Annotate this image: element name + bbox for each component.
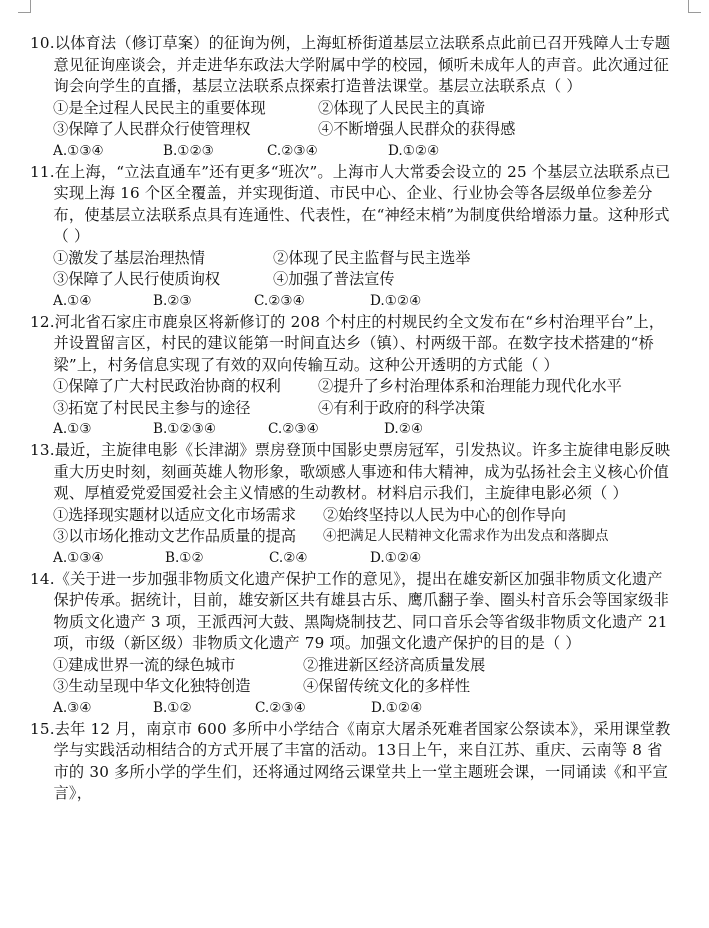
statement: ②推进新区经济高质量发展 (303, 655, 486, 674)
statement: ③生动呈现中华文化独特创造 (53, 677, 251, 695)
statement: ④有利于政府的科学决策 (318, 398, 486, 417)
choice-c: C.②④ (269, 549, 308, 566)
statement-row (53, 505, 674, 527)
statement: ④加强了普法宣传 (273, 270, 395, 288)
statement-row (53, 98, 674, 120)
question-11 (30, 162, 674, 312)
crop-mark-top-left (18, 0, 31, 13)
question-15 (30, 719, 674, 805)
choice-d: D.①②④ (370, 549, 422, 566)
exam-page (30, 33, 674, 805)
answer-choices (30, 698, 674, 719)
answer-choices (30, 419, 674, 440)
statement: ③保障了人民群众行使管理权 (53, 120, 251, 138)
question-13 (30, 440, 674, 569)
question-stem: 15.去年 12 月，南京市 600 多所中小学结合《南京大屠杀死难者国家公祭读本》，采用课堂教学与实践活动相结合的方式开展了丰富的活动。13日上午，来自江苏、重庆、云南等 8 省市的 30 多所小学的学生们，还将通过网络云课堂共上一堂主题班会课，一同诵读《和平宣言》， (30, 719, 671, 802)
question-stem: 11.在上海，“立法直通车”还有更多“班次”。上海市人大常委会设立的 25 个基层立法联系点已实现上海 16 个区全覆盖，并实现街道、市民中心、企业、行业协会等各层级单位参差分布，使基层立法联系点具有连通性、代表性，在“神经末梢”为制度供给增添力量。这种形式（ ） (30, 162, 671, 245)
choice-c: C.②③④ (255, 699, 306, 716)
statement: ①保障了广大村民政治协商的权利 (53, 377, 281, 395)
choice-a: A.①③④ (53, 549, 104, 566)
choice-c: C.②③④ (254, 292, 305, 309)
choice-b: B.①② (165, 549, 204, 566)
answer-choices (30, 548, 674, 569)
question-10 (30, 33, 674, 162)
answer-choices (30, 291, 674, 312)
statement: ③拓宽了村民民主参与的途径 (53, 398, 251, 417)
statement-row (53, 526, 674, 548)
crop-mark-top-right (688, 0, 701, 13)
question-stem: 10.以体育法（修订草案）的征询为例，上海虹桥街道基层立法联系点此前已召开残障人士专题意见征询座谈会，并走进华东政法大学附属中学的校园，倾听未成年人的声音。此次通过征询会向学生的直播，基层立法联系点探索打造普法课堂。基层立法联系点（ ） (30, 34, 671, 95)
statement: ②提升了乡村治理体系和治理能力现代化水平 (318, 377, 622, 395)
choice-d: D.①②④ (371, 699, 423, 716)
choice-a: A.③④ (53, 699, 92, 716)
statement-row (53, 269, 674, 291)
question-stem: 12.河北省石家庄市鹿泉区将新修订的 208 个村庄的村规民约全文发布在“乡村治理平台”上，并设置留言区，村民的建议能第一时间直达乡（镇）、村两级干部。在数字技术搭建的“桥梁”上，村务信息实现了有效的双向传输互动。这种公开透明的方式能（ ） (30, 312, 665, 374)
statement: ②体现了民主监督与民主选举 (273, 248, 471, 267)
statement: ①是全过程人民民主的重要体现 (53, 98, 266, 117)
answer-choices (30, 141, 674, 162)
statement: ①激发了基层治理热情 (53, 248, 205, 267)
choice-a: A.①④ (53, 292, 92, 309)
statement-row (53, 398, 674, 420)
choice-c: C.②③④ (268, 421, 319, 437)
statement: ①建成世界一流的绿色城市 (53, 655, 236, 674)
choice-d: D.②④ (384, 421, 424, 437)
choice-b: B.①② (153, 699, 192, 716)
statement-row (53, 376, 674, 398)
statement-row (53, 676, 674, 698)
statement-row (53, 248, 674, 270)
statement: ③保障了人民行使质询权 (53, 270, 221, 288)
question-12 (30, 312, 674, 441)
choice-b: B.②③ (153, 292, 192, 309)
statement: ③以市场化推动文艺作品质量的提高 (53, 527, 296, 545)
choice-b: B.①②③④ (153, 421, 217, 437)
statement: ①选择现实题材以适应文化市场需求 (53, 505, 296, 524)
statement-row (53, 655, 674, 677)
question-stem: 14.《关于进一步加强非物质文化遗产保护工作的意见》，提出在雄安新区加强非物质文化遗产保护传承。据统计，目前，雄安新区共有雄县古乐、鹰爪翻子拳、圈头村音乐会等国家级非物质文化遗产 3 项，王派西河大鼓、黑陶烧制技艺、同口音乐会等省级非物质文化遗产 21 项，市级（新区级）非物质文化遗产 79 项。加强文化遗产保护的目的是（ ） (30, 569, 670, 652)
choice-a: A.①③ (53, 421, 92, 437)
statement: ②体现了人民民主的真谛 (318, 98, 486, 117)
statement: ②始终坚持以人民为中心的创作导向 (323, 505, 566, 524)
choice-d: D.①②④ (388, 142, 440, 159)
statement: ④把满足人民精神文化需求作为出发点和落脚点 (323, 528, 609, 544)
statement: ④保留传统文化的多样性 (303, 677, 471, 695)
question-14 (30, 569, 674, 719)
statement: ④不断增强人民群众的获得感 (318, 120, 516, 138)
choice-d: D.①②④ (370, 292, 422, 309)
choice-b: B.①②③ (163, 142, 214, 159)
choice-a: A.①③④ (53, 142, 104, 159)
choice-c: C.②③④ (267, 142, 318, 159)
question-stem: 13.最近，主旋律电影《长津湖》票房登顶中国影史票房冠军，引发热议。许多主旋律电影反映重大历史时刻，刻画英雄人物形象，歌颂感人事迹和伟大精神，成为弘扬社会主义核心价值观、厚植爱党爱国爱社会主义情感的生动教材。材料启示我们，主旋律电影必须（ ） (30, 441, 671, 502)
statement-row (53, 119, 674, 141)
